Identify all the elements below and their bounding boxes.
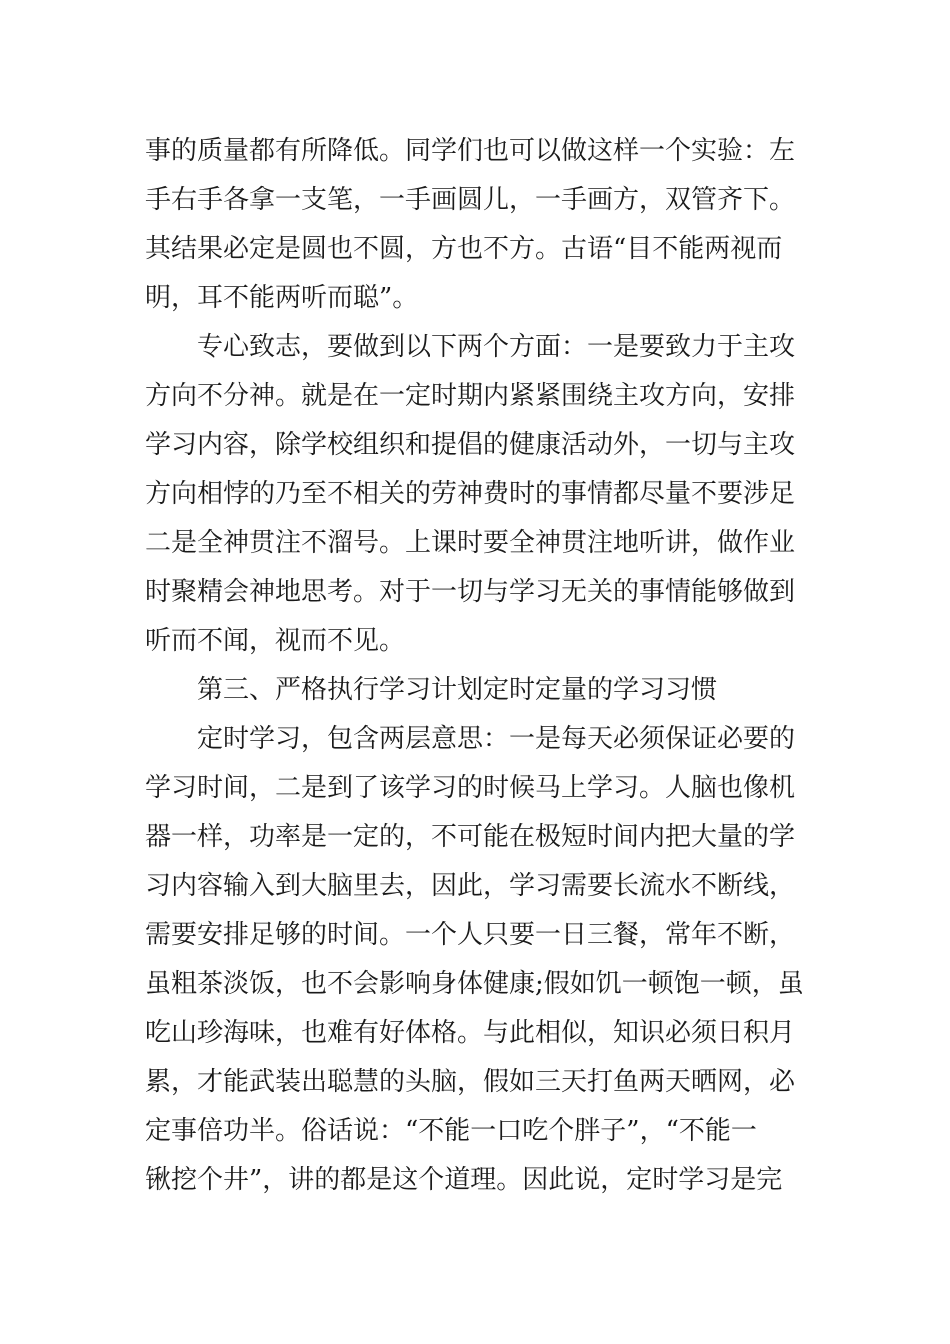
text-line: 需要安排足够的时间。一个人只要一日三餐，常年不断， (145, 920, 796, 950)
text-line: 二是全神贯注不溜号。上课时要全神贯注地听讲，做作业 (145, 528, 796, 558)
paragraph-1 (145, 127, 810, 323)
text-line: 虽粗茶淡饭，也不会影响身体健康;假如饥一顿饱一顿，虽 (145, 969, 804, 999)
text-line: 吃山珍海味，也难有好体格。与此相似，知识必须日积月 (145, 1018, 796, 1048)
text-line: 时聚精会神地思考。对于一切与学习无关的事情能够做到 (145, 577, 796, 607)
text-line: 锹挖个井”，讲的都是这个道理。因此说，定时学习是完 (145, 1165, 783, 1195)
text-line: 学习时间，二是到了该学习的时候马上学习。人脑也像机 (145, 773, 796, 803)
text-line: 定时学习，包含两层意思：一是每天必须保证必要的 (197, 724, 796, 754)
text-line: 方向不分神。就是在一定时期内紧紧围绕主攻方向，安排 (145, 381, 796, 411)
heading-line: 第三、严格执行学习计划定时定量的学习习惯 (197, 675, 718, 705)
text-line: 方向相悖的乃至不相关的劳神费时的事情都尽量不要涉足 (145, 479, 796, 509)
text-line: 听而不闻，视而不见。 (145, 626, 406, 656)
text-line: 手右手各拿一支笔，一手画圆儿，一手画方，双管齐下。 (145, 185, 796, 215)
text-line: 器一样，功率是一定的，不可能在极短时间内把大量的学 (145, 822, 796, 852)
text-line: 习内容输入到大脑里去，因此，学习需要长流水不断线， (145, 871, 796, 901)
text-line: 定事倍功半。俗话说：“不能一口吃个胖子”，“不能一 (145, 1116, 757, 1146)
document-body (145, 127, 810, 1205)
paragraph-2 (145, 323, 810, 666)
text-line: 学习内容，除学校组织和提倡的健康活动外，一切与主攻 (145, 430, 796, 460)
section-heading (145, 666, 810, 715)
text-line: 专心致志，要做到以下两个方面：一是要致力于主攻 (197, 332, 796, 362)
paragraph-3 (145, 715, 810, 1205)
text-line: 事的质量都有所降低。同学们也可以做这样一个实验：左 (145, 136, 796, 166)
text-line: 其结果必定是圆也不圆，方也不方。古语“目不能两视而 (145, 234, 783, 264)
text-line: 明，耳不能两听而聪”。 (145, 283, 419, 313)
text-line: 累，才能武装出聪慧的头脑，假如三天打鱼两天晒网，必 (145, 1067, 796, 1097)
